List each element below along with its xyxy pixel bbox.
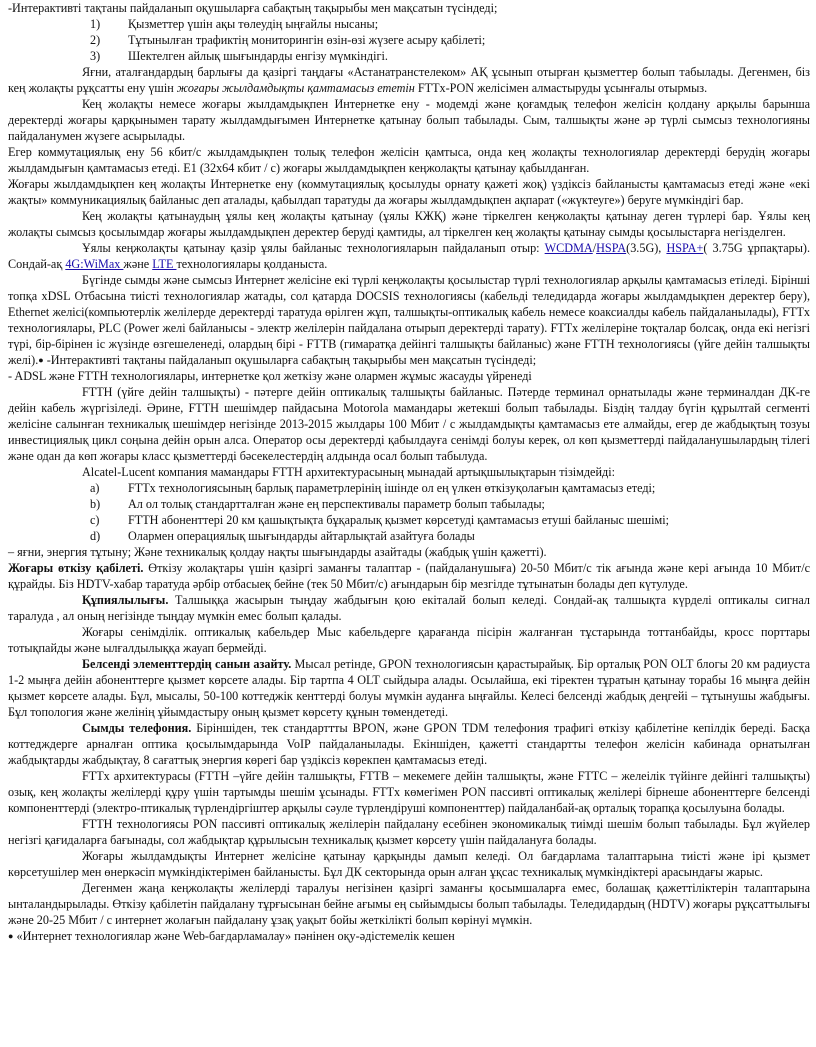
text-span: Талшыққа жасырын тыңдау жабдығын қою екіталай болып келеді. Сондай-ақ талшықта күрделі оптикалы сигнал таралуда , ал оның негізінде тыңдау мүмкін емес болып қалады. bbox=[8, 593, 810, 623]
section-heading: Сымды телефония. bbox=[82, 721, 192, 735]
paragraph-highspeed: Жоғары жылдамдықпен кең жолақты Интернетке ену (коммутациялық қосылуды орнату қажеті жоқ) үздіксіз байланысты қамтамасыз етеді және «екі жақты» коммуникациялық байланыс деп аталады, қабылдап таратуды да жоғары жылдамдықпен ақпарат («жүктеуге») беруге мүмкіндігі бар. bbox=[8, 177, 810, 207]
list-item bbox=[8, 480, 810, 496]
paragraph-types: Кең жолақты қатынаудың ұялы кең жолақты қатынау (ұялы КЖҚ) және тіркелген кеңжолақты қатынау деген түрлері бар. Ұялы кең жолақты сымсыз қосылымдар жоғары жылдамдықпен деректер беруді қамтиды, ал тіркелген кең жолақты қатынау сымды қосылыстарға негізделген. bbox=[8, 209, 810, 239]
list-text: FTTx технологиясының барлық параметрлерінің ішінде ол ең үлкен өткізуқолағын қамтамасыз етеді; bbox=[128, 481, 656, 495]
paragraph-telephony bbox=[8, 720, 810, 768]
link-lte[interactable]: LTE bbox=[152, 257, 177, 271]
list-number: 2) bbox=[90, 33, 101, 47]
paragraph-pon: FTTH технологиясы PON пассивті оптикалық желілерін пайдалану есебінен экономикалық тиімді шешім болып табылады. Бұл жүйелер негізгі қағидаларға бағынады, сол жабдықтар құрылысын техникалық қызмет көрсету үшін пайдалануға болады. bbox=[8, 817, 810, 847]
text-span: / bbox=[592, 241, 597, 255]
link-wcdma[interactable]: WCDMA bbox=[544, 241, 593, 255]
list-item bbox=[8, 48, 810, 64]
list-number: c) bbox=[90, 513, 100, 527]
paragraph-technologies bbox=[8, 272, 810, 368]
text-span: және bbox=[123, 257, 153, 271]
text-span: технологиялары қолданыста. bbox=[176, 257, 328, 271]
bullet-icon: ● bbox=[8, 931, 14, 941]
text-span: Ұялы кеңжолақты қатынау қазір ұялы байланыс технологияларын пайдаланып отыр: bbox=[82, 241, 545, 255]
paragraph-services bbox=[8, 64, 810, 96]
paragraph-course bbox=[8, 928, 810, 944]
paragraph-broadband: Кең жолақты немесе жоғары жылдамдықпен Интернетке ену - модемді және қоғамдық телефон желісін қолдану арқылы барынша деректерді жоғары қарқынымен тарату жылдамдығымен Интернетке қатынау болып табылады. Сым, талшықты және әр түрлі сымсыз технологияны пайдаланумен жүзеге асырылады. bbox=[8, 97, 810, 143]
paragraph-energy: – яғни, энергия тұтыну; Және техникалық қолдау нақты шығындарды азайтады (жабдық үшін қажетті). bbox=[8, 545, 547, 559]
link-hspa[interactable]: HSPA bbox=[596, 241, 627, 255]
list-item bbox=[8, 528, 810, 544]
intro-line: -Интерактивті тақтаны пайдаланып оқушыларға сабақтың тақырыбы мен мақсатын түсіндеді; bbox=[8, 1, 498, 15]
paragraph-internet: Жоғары жылдамдықты Интернет желісіне қатынау қарқынды дамып келеді. Ол бағдарлама талаптарына тиісті және ірі қызмет көрсетушілер мен өнеркәсіп мүмкіндіктерімен байланысты. Бұл ДК секторында орын алған ұқсас техникалық мүмкіндіктері арасындағы жарыс. bbox=[8, 849, 810, 879]
bullet-icon: ● bbox=[38, 355, 44, 365]
text-span: Біріншіден, тек стандарттты BPON, және GPON TDM телефония трафигі өткізу қабілетіне кепілдік береді. Басқа коттедждерге арналған оптика қосылымдарында VoIP пайдаланылады. Екіншіден, қажетті стандартты телефон желісін кабинада орнатылған жабдықтарды жабдықтау, 8 сағаттық энергия көрегі бар үздіксіз көрекпен қамтамасыз етеді. bbox=[8, 721, 810, 767]
paragraph-future: Дегенмен жаңа кеңжолақты желілерді таралуы негізінен қазіргі заманғы қосымшаларға емес, болашақ қажеттіліктерін талаптарына ынталандырылады. Өткізу қабілетін пайдалану тұрғысынан бейне ағымы ең сыйымдысы болып табылады. Теледидардың (HDTV) жоғары рұқсаттылығы және 20-25 Мбит / с интернет жолағын пайдалану ұзақ уақыт бойы жеткілікті болып көрінуі мүмкін. bbox=[8, 881, 810, 927]
text-span: (3.5G), bbox=[626, 241, 667, 255]
text-span: «Интернет технологиялар және Web-бағдарламалау» пәнінен оқу-әдістемелік кешен bbox=[13, 929, 455, 943]
paragraph-alcatel: Alcatel-Lucent компания мамандары FTTH архитектурасының мынадай артықшылықтарын тізімдейді: bbox=[82, 465, 615, 479]
section-heading: Құпиялылығы. bbox=[82, 593, 169, 607]
list-text: FTTH абоненттері 20 км қашықтықта бұқаралық қызмет көрсетуді қамтамасыз етуші байланыс шешімі; bbox=[128, 513, 670, 527]
list-text: Олармен операциялық шығындарды айтарлықтай азайтуға болады bbox=[128, 529, 475, 543]
text-span: FTTх-PON желісімен алмастыруды ұсынғалы отырмыз. bbox=[414, 81, 708, 95]
paragraph-ftth: FTTH (үйге дейін талшықты) - пәтерге дейін оптикалық талшықты байланыс. Пәтерде терминал орнатылады және терминалдан ДК-ге дейін кабель жүргізіледі. Әрине, FTTH шешімдер пайдасына Motorola мамандары жетекші болып табылады. Біздің талдау бүгін құрылтай сегменті желісіне салынған техникалық шешімдер негізінде 2013-2015 жылдары 100 Мбит / с жылдамдықты қамтамасыз ете алмайды, егер де жабдықтың тозуы инвестициялық цикл соңына дейін орын алса. Оператор осы деректерді қабылдауға сенімді болуы керек, ол көп қызметтерді пайдаланушылардың тілегі және одан да көп жоғары класс қызметтерді бәсекелестердің алдында осал болып табылуда. bbox=[8, 385, 810, 463]
text-span: -Интерактивті тақтаны пайдаланып оқушыларға сабақтың тақырыбы мен мақсатын түсіндеді; bbox=[43, 353, 537, 367]
paragraph-bandwidth bbox=[8, 560, 810, 592]
paragraph-mobile bbox=[8, 240, 810, 272]
list-number: 1) bbox=[90, 17, 101, 31]
paragraph-privacy bbox=[8, 592, 810, 624]
section-heading: Белсенді элементтердің санын азайту. bbox=[82, 657, 292, 671]
list-number: 3) bbox=[90, 49, 101, 63]
list-item bbox=[8, 512, 810, 528]
paragraph-fttx: FTTх архитектурасы (FTTH –үйге дейін талшықты, FTTB – мекемеге дейін талшықты, және FTTC – желеілік түйінге дейінгі талшықты) озық, кең жолақты желілерді құру үшін тартымды шешім ұсынады. FTTх көмегімен PON пассивті оптикалық желілері бірнеше абоненттерге белсенді компоненттерді (электро-птикалық түрлендіргіштер арқылы сәуле түрлендіруші компоненттер) пайдаланбай-ақ орталық торапқа қосылуына болады. bbox=[8, 769, 810, 815]
list-number: b) bbox=[90, 497, 101, 511]
text-span: Мысал ретінде, GPON технологиясын қарастырайық. Бір орталық PON OLT блогы 20 км радиуста 1-2 мыңға дейін абоненттерге қызмет көрсете алады. Бір тартпа 4 OLT сыйдыра алады. Осылайша, екі тіректен тұратын қатынау торабы 16 мыңға дейін қызмет көрсете алады. Бұл, мысалы, 50-100 коттеджік кенттерді болуы мүмкін ауданға ыңғайлы. Келесі белсенді жабдық деңгейі – тұтынушы жабдығы. Бұл топология және желінің ұйымдастыру оның қызмет көрсету құнын төмендетеді. bbox=[8, 657, 811, 719]
list-number: a) bbox=[90, 481, 100, 495]
paragraph-adsl: - ADSL және FTTH технологиялары, интернетке қол жеткізу және олармен жұмыс жасауды үйренеді bbox=[8, 369, 532, 383]
text-span: ( 3.75G ұрпақтары). Сондай-ақ bbox=[8, 241, 810, 271]
italic-span: жоғары жылдамдықты қамтамасыз ететін bbox=[176, 81, 415, 95]
list-text: Қызметтер үшін ақы төлеудің ыңғайлы нысаны; bbox=[128, 17, 379, 31]
text-span: Бүгінде сымды және сымсыз Интернет желісіне екі түрлі кеңжолақты қосылыстар түрлі технологиялар арқылы қамтамасыз етіледі. Бірінші топқа xDSL Отбасына тиісті технологиялар жатады, сол қатарда DOCSIS технологиясы (кабельді теледидарда жоғары жылдамдықпен деректер беру), Ethernet желісі(компьютерлік желілерде деректерді таратуда өрілген жұп, талшықты-оптикалық кабель немесе коаксиалды кабель пайдаланылады), FTTx технологиялары, PLC (Power желі байланысы - электр желілерін пайдалана отырып деректерді тарату). FTTx желілеріне тоқталар болсақ, онда екі негізгі түрі, бір-бірінен іс жүзінде өзгешеленеді, олардың бірі - FTTB (гимаратқа дейінгі талшықты байланыс) және FTTH технологиясы (үйге дейін талшықты желі). bbox=[8, 273, 810, 367]
list-text: Тұтынылған трафиктің мониторингін өзін-өзі жүзеге асыру қабілеті; bbox=[128, 33, 486, 47]
list-text: Ал ол толық стандартталған және ең перспективалы параметр болып табылады; bbox=[128, 497, 545, 511]
paragraph-reliability: Жоғары сенімділік. оптикалық кабельдер Мыс кабельдерге қарағанда пісірін жалғанған тұстарында тоттанбайды, кросс порттары тотықпайды және ылғалдылыққа жауап бермейді. bbox=[8, 625, 810, 655]
list-text: Шектелген айлық шығындарды енгізу мүмкіндігі. bbox=[128, 49, 388, 63]
list-item bbox=[8, 32, 810, 48]
text-span: Яғни, аталғандардың барлығы да қазіргі таңдағы «Астанатранстелеком» АҚ ұсынып отырған қызметтер болып табылады. Дегенмен, біз кең жолақты рұқсатты ену үшін bbox=[8, 65, 810, 95]
link-hspa-plus[interactable]: HSPA+ bbox=[666, 241, 704, 255]
link-wimax[interactable]: 4G:WiMax bbox=[65, 257, 124, 271]
list-item bbox=[8, 496, 810, 512]
section-heading: Жоғары өткізу қабілеті. bbox=[8, 561, 144, 575]
list-number: d) bbox=[90, 529, 101, 543]
list-item bbox=[8, 16, 810, 32]
text-span: Өткізу жолақтары үшін қазіргі заманғы талаптар - (пайдаланушыға) 20-50 Мбит/с тік ағында және кері ағында 10 Мбит/с құрайды. Біз HDTV-хабар таратуда әрбір отбасыеқ бейне (тек 50 Мбит/с) ағындарын бір мезгілде тұтынатын болады деп күтулуде. bbox=[8, 561, 810, 591]
paragraph-dialup: Егер коммутациялық ену 56 кбит/с жылдамдықпен толық телефон желісін қамтыса, онда кең жолақты технологиялар деректерді берудің жоғары жылдамдығын қамтамасыз етеді. E1 (32х64 кбит / с) жоғары жылдамдықпен кеңжолақты қатынау қабылданған. bbox=[8, 145, 810, 175]
paragraph-active-elements bbox=[8, 656, 810, 720]
